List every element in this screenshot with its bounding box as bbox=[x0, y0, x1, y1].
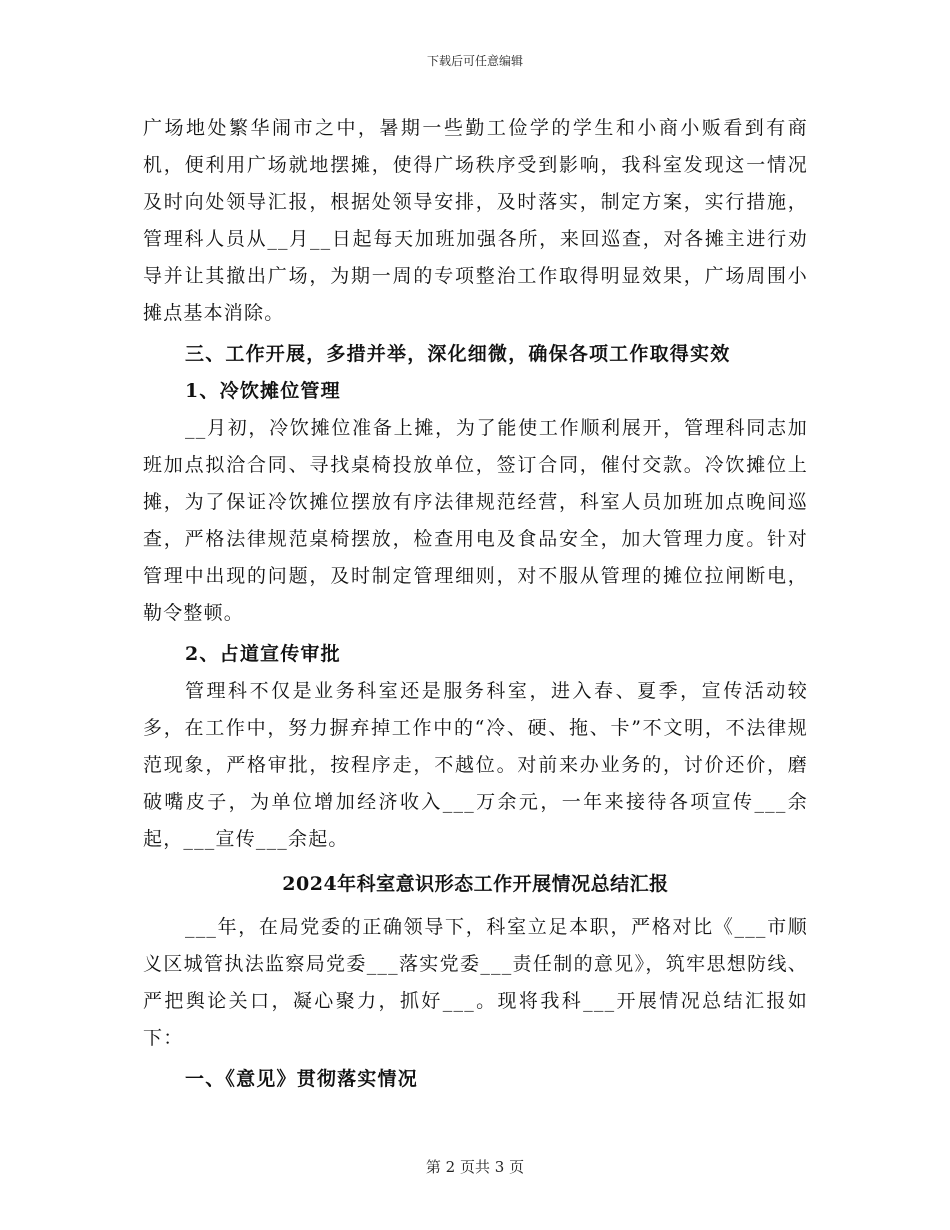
subheading-road-promotion-approval: 2、占道宣传审批 bbox=[185, 643, 341, 665]
paragraph-road-promotion-approval: 管理科不仅是业务科室还是服务科室，进入春、夏季，宣传活动较多，在工作中，努力摒弃掉工作中的“冷、硬、拖、卡”不文明，不法律规范现象，严格审批，按程序走，不越位。对前来办业务的，讨价还价，磨破嘴皮子，为单位增加经济收入___万余元，一年来接待各项宣传___余起，___宣传___余起。 bbox=[143, 680, 808, 850]
paragraph-square-vendors: 广场地处繁华闹市之中，暑期一些勤工俭学的学生和小商小贩看到有商机，便利用广场就地摆摊，使得广场秩序受到影响，我科室发现这一情况及时向处领导汇报，根据处领导安排，及时落实，制定方案，实行措施，管理科人员从__月__日起每天加班加强各所，来回巡查，对各摊主进行劝导并让其撤出广场，为期一周的专项整治工作取得明显效果，广场周围小摊点基本消除。 bbox=[143, 117, 808, 324]
paragraph-cold-drink-stalls: __月初，冷饮摊位准备上摊，为了能使工作顺利展开，管理科同志加班加点拟洽合同、寻找桌椅投放单位，签订合同，催付交款。冷饮摊位上摊，为了保证冷饮摊位摆放有序法律规范经营，科室人员加班加点晚间巡查，严格法律规范桌椅摆放，检查用电及食品安全，加大管理力度。针对管理中出现的问题，及时制定管理细则，对不服从管理的摊位拉闸断电，勒令整顿。 bbox=[143, 417, 808, 624]
document-body bbox=[143, 110, 808, 1098]
page-footer: 第 2 页共 3 页 bbox=[425, 1158, 525, 1176]
document-title: 2024年科室意识形态工作开展情况总结汇报 bbox=[282, 873, 669, 895]
section-heading-one: 一、《意见》贯彻落实情况 bbox=[185, 1068, 418, 1090]
subheading-cold-drink-stalls: 1、冷饮摊位管理 bbox=[185, 380, 341, 402]
page-header: 下载后可任意编辑 bbox=[426, 54, 523, 68]
section-heading-three: 三、工作开展，多措并举，深化细微，确保各项工作取得实效 bbox=[185, 343, 731, 365]
paragraph-ideology-intro: ___年，在局党委的正确领导下，科室立足本职，严格对比《___市顺义区城管执法监察局党委___落实党委___责任制的意见》，筑牢思想防线、严把舆论关口，凝心聚力，抓好___。现将我科___开展情况总结汇报如下： bbox=[143, 916, 808, 1049]
